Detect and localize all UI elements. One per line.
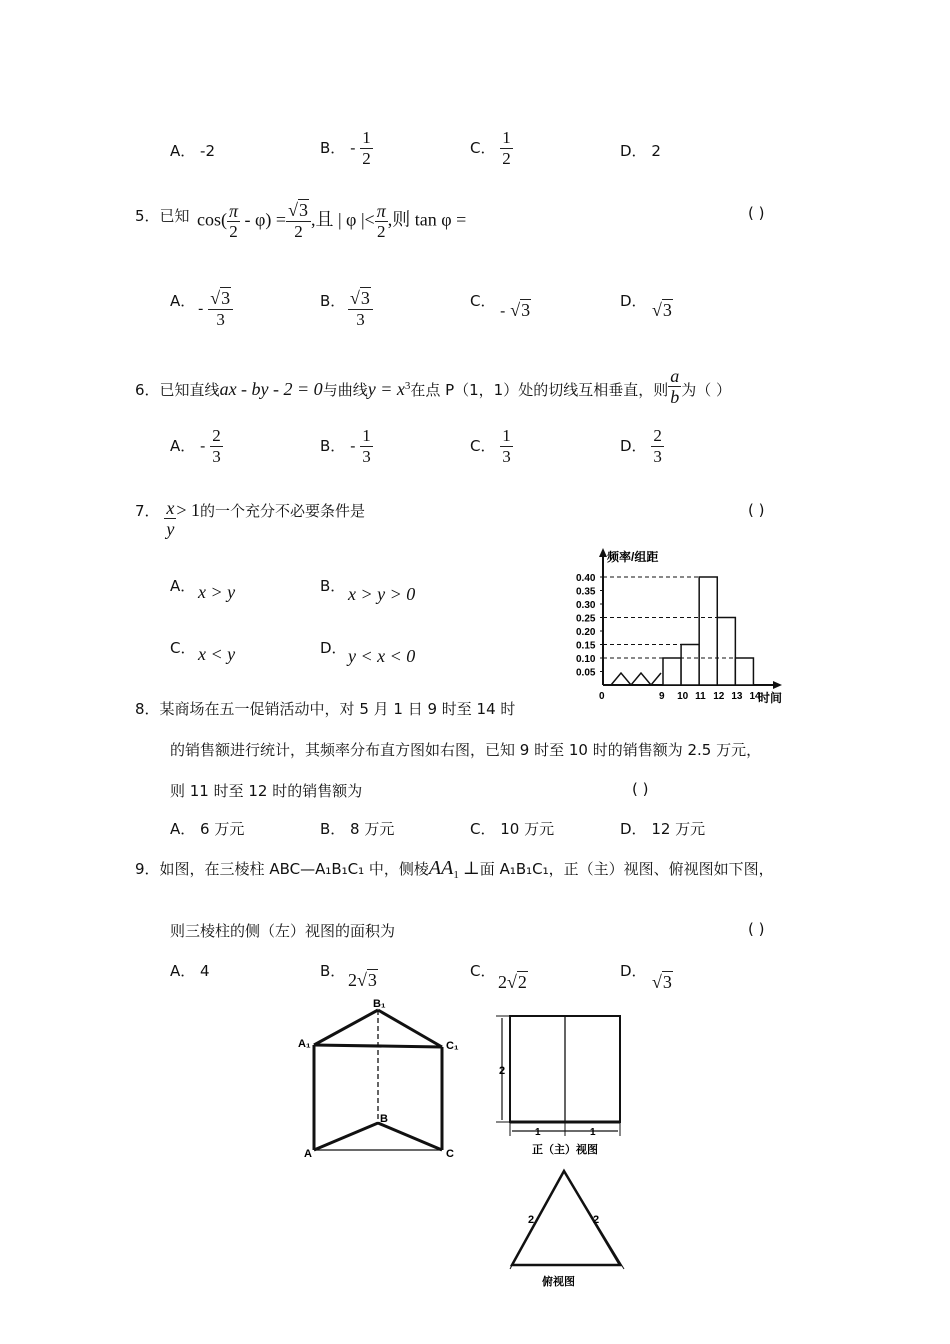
q8-line-1: 8．某商场在五一促销活动中，对 5 月 1 日 9 时至 14 时 [135, 700, 516, 718]
q5-option-b-value: $\frac{√3}{3}$ [348, 288, 373, 330]
q5-formula: cos( $\frac{\pi}{2}$ - φ) = $\frac{√3}{2}$ ,且 | φ |< $\frac{\pi}{2}$ ,则 tan φ = [197, 200, 467, 241]
q9-line-2: 则三棱柱的侧（左）视图的面积为 [170, 922, 396, 940]
q6-option-c: C． $\frac{1}{3}$ [470, 426, 511, 466]
x-tick-label: 12 [713, 691, 725, 702]
x-tick-label: 0 [599, 691, 605, 702]
q4-option-d: D． 2 [620, 142, 661, 160]
axis-break-icon [611, 673, 661, 685]
y-tick-label: 0.15 [576, 640, 596, 652]
y-axis-arrow-icon [599, 548, 607, 557]
q9-option-b: B． [320, 962, 346, 980]
q6-stem: 6．已知直线ax - by - 2 = 0与曲线$y = x^3$在点 P（1，1）处的切线互相垂直，则 $\frac{a}{b}$ 为（ ） [135, 366, 732, 407]
q5-option-d-value: √3 [652, 300, 672, 320]
q9-option-d-value: √3 [652, 972, 672, 992]
vertex-b-label: B [380, 1113, 388, 1125]
q5-option-a: A． [170, 292, 196, 310]
q8-option-a: A． 6 万元 [170, 820, 245, 838]
q4-option-b: B． - $\frac{1}{2}$ [320, 128, 371, 168]
q7-option-a: A． [170, 577, 196, 595]
q8-answer-paren: ( ) [632, 780, 649, 798]
histogram-bar [681, 645, 699, 686]
vertex-a-label: A [304, 1148, 312, 1160]
y-tick-label: 0.10 [576, 654, 596, 665]
x-tick-label: 13 [731, 691, 743, 702]
q5-stem: 5．已知 [135, 207, 190, 225]
q4-option-a: A． -2 [170, 142, 216, 160]
y-tick-label: 0.20 [576, 627, 596, 638]
top-view-figure [500, 1165, 635, 1290]
q9-option-d: D． [620, 962, 647, 980]
q5-option-c: C． [470, 292, 496, 310]
histogram-y-axis-label: 频率/组距 [607, 550, 659, 564]
histogram-bar [735, 658, 753, 685]
q7-option-d: D． [320, 639, 347, 657]
q6-option-d: D． $\frac{2}{3}$ [620, 426, 662, 466]
y-tick-label: 0.30 [576, 600, 596, 611]
q8-option-c: C． 10 万元 [470, 820, 555, 838]
q5-option-b: B． [320, 292, 346, 310]
frequency-histogram [565, 545, 795, 705]
q5-option-d: D． [620, 292, 647, 310]
y-tick-label: 0.05 [576, 667, 596, 679]
histogram-x-axis-label: 时间 [758, 691, 783, 705]
front-view-height-label: 2 [499, 1065, 506, 1077]
top-view-side-1-label: 2 [528, 1214, 535, 1226]
q5-option-a-value: - $\frac{√3}{3}$ [198, 288, 233, 330]
q7-option-a-value: x > y [198, 582, 236, 602]
q7-option-b-value: x > y > 0 [348, 584, 416, 604]
front-view-figure [490, 1010, 635, 1160]
q5-answer-paren: ( ) [748, 204, 765, 222]
vertex-c1-label: C₁ [446, 1040, 459, 1052]
q6-option-a: A． - $\frac{2}{3}$ [170, 426, 221, 466]
front-view-caption: 正（主）视图 [532, 1144, 598, 1156]
q7-option-c: C． [170, 639, 196, 657]
y-tick-label: 0.35 [576, 586, 596, 598]
q9-option-b-value: 2√3 [348, 970, 377, 990]
q9-option-c: C． [470, 962, 496, 980]
x-axis-arrow-icon [773, 681, 782, 689]
q9-line-1: 9．如图，在三棱柱 ABC—A₁B₁C₁ 中，侧棱$AA_1$ ⊥面 A₁B₁C₁，正（主）视图、俯视图如下图， [135, 857, 774, 881]
q6-option-b: B． - $\frac{1}{3}$ [320, 426, 371, 466]
q9-option-a: A． 4 [170, 962, 210, 980]
q5-option-c-value: - √3 [500, 300, 531, 320]
vertex-b1-label: B₁ [373, 998, 386, 1010]
q7-option-d-value: y < x < 0 [348, 646, 416, 666]
front-view-width-1-label: 1 [535, 1127, 541, 1138]
q4-option-c: C． $\frac{1}{2}$ [470, 128, 511, 168]
histogram-bar [717, 618, 735, 686]
y-tick-label: 0.25 [576, 613, 596, 625]
x-tick-label: 11 [695, 691, 706, 702]
front-view-width-2-label: 1 [590, 1127, 596, 1138]
q7-option-b: B． [320, 577, 346, 595]
x-tick-label: 10 [677, 691, 689, 702]
histogram-bar [699, 577, 717, 685]
q9-option-c-value: 2√2 [498, 972, 527, 992]
prism-figure [290, 995, 465, 1160]
q8-line-2: 的销售额进行统计，其频率分布直方图如右图，已知 9 时至 10 时的销售额为 2.5 万元， [170, 741, 762, 759]
x-tick-label: 14 [749, 691, 761, 702]
q8-line-3: 则 11 时至 12 时的销售额为 [170, 782, 363, 800]
histogram-bar [663, 658, 681, 685]
q8-option-b: B． 8 万元 [320, 820, 395, 838]
q7-option-c-value: x < y [198, 644, 236, 664]
vertex-a1-label: A₁ [298, 1038, 311, 1050]
x-tick-label: 9 [659, 691, 665, 702]
top-view-side-2-label: 2 [593, 1214, 600, 1226]
q9-answer-paren: ( ) [748, 920, 765, 938]
y-tick-label: 0.40 [576, 573, 596, 584]
q8-option-d: D． 12 万元 [620, 820, 706, 838]
vertex-c-label: C [446, 1148, 454, 1160]
top-view-caption: 俯视图 [542, 1276, 575, 1288]
q7-answer-paren: ( ) [748, 501, 765, 519]
q7-stem: 7． $\frac{x}{y}$ > 1的一个充分不必要条件是 [135, 498, 365, 539]
